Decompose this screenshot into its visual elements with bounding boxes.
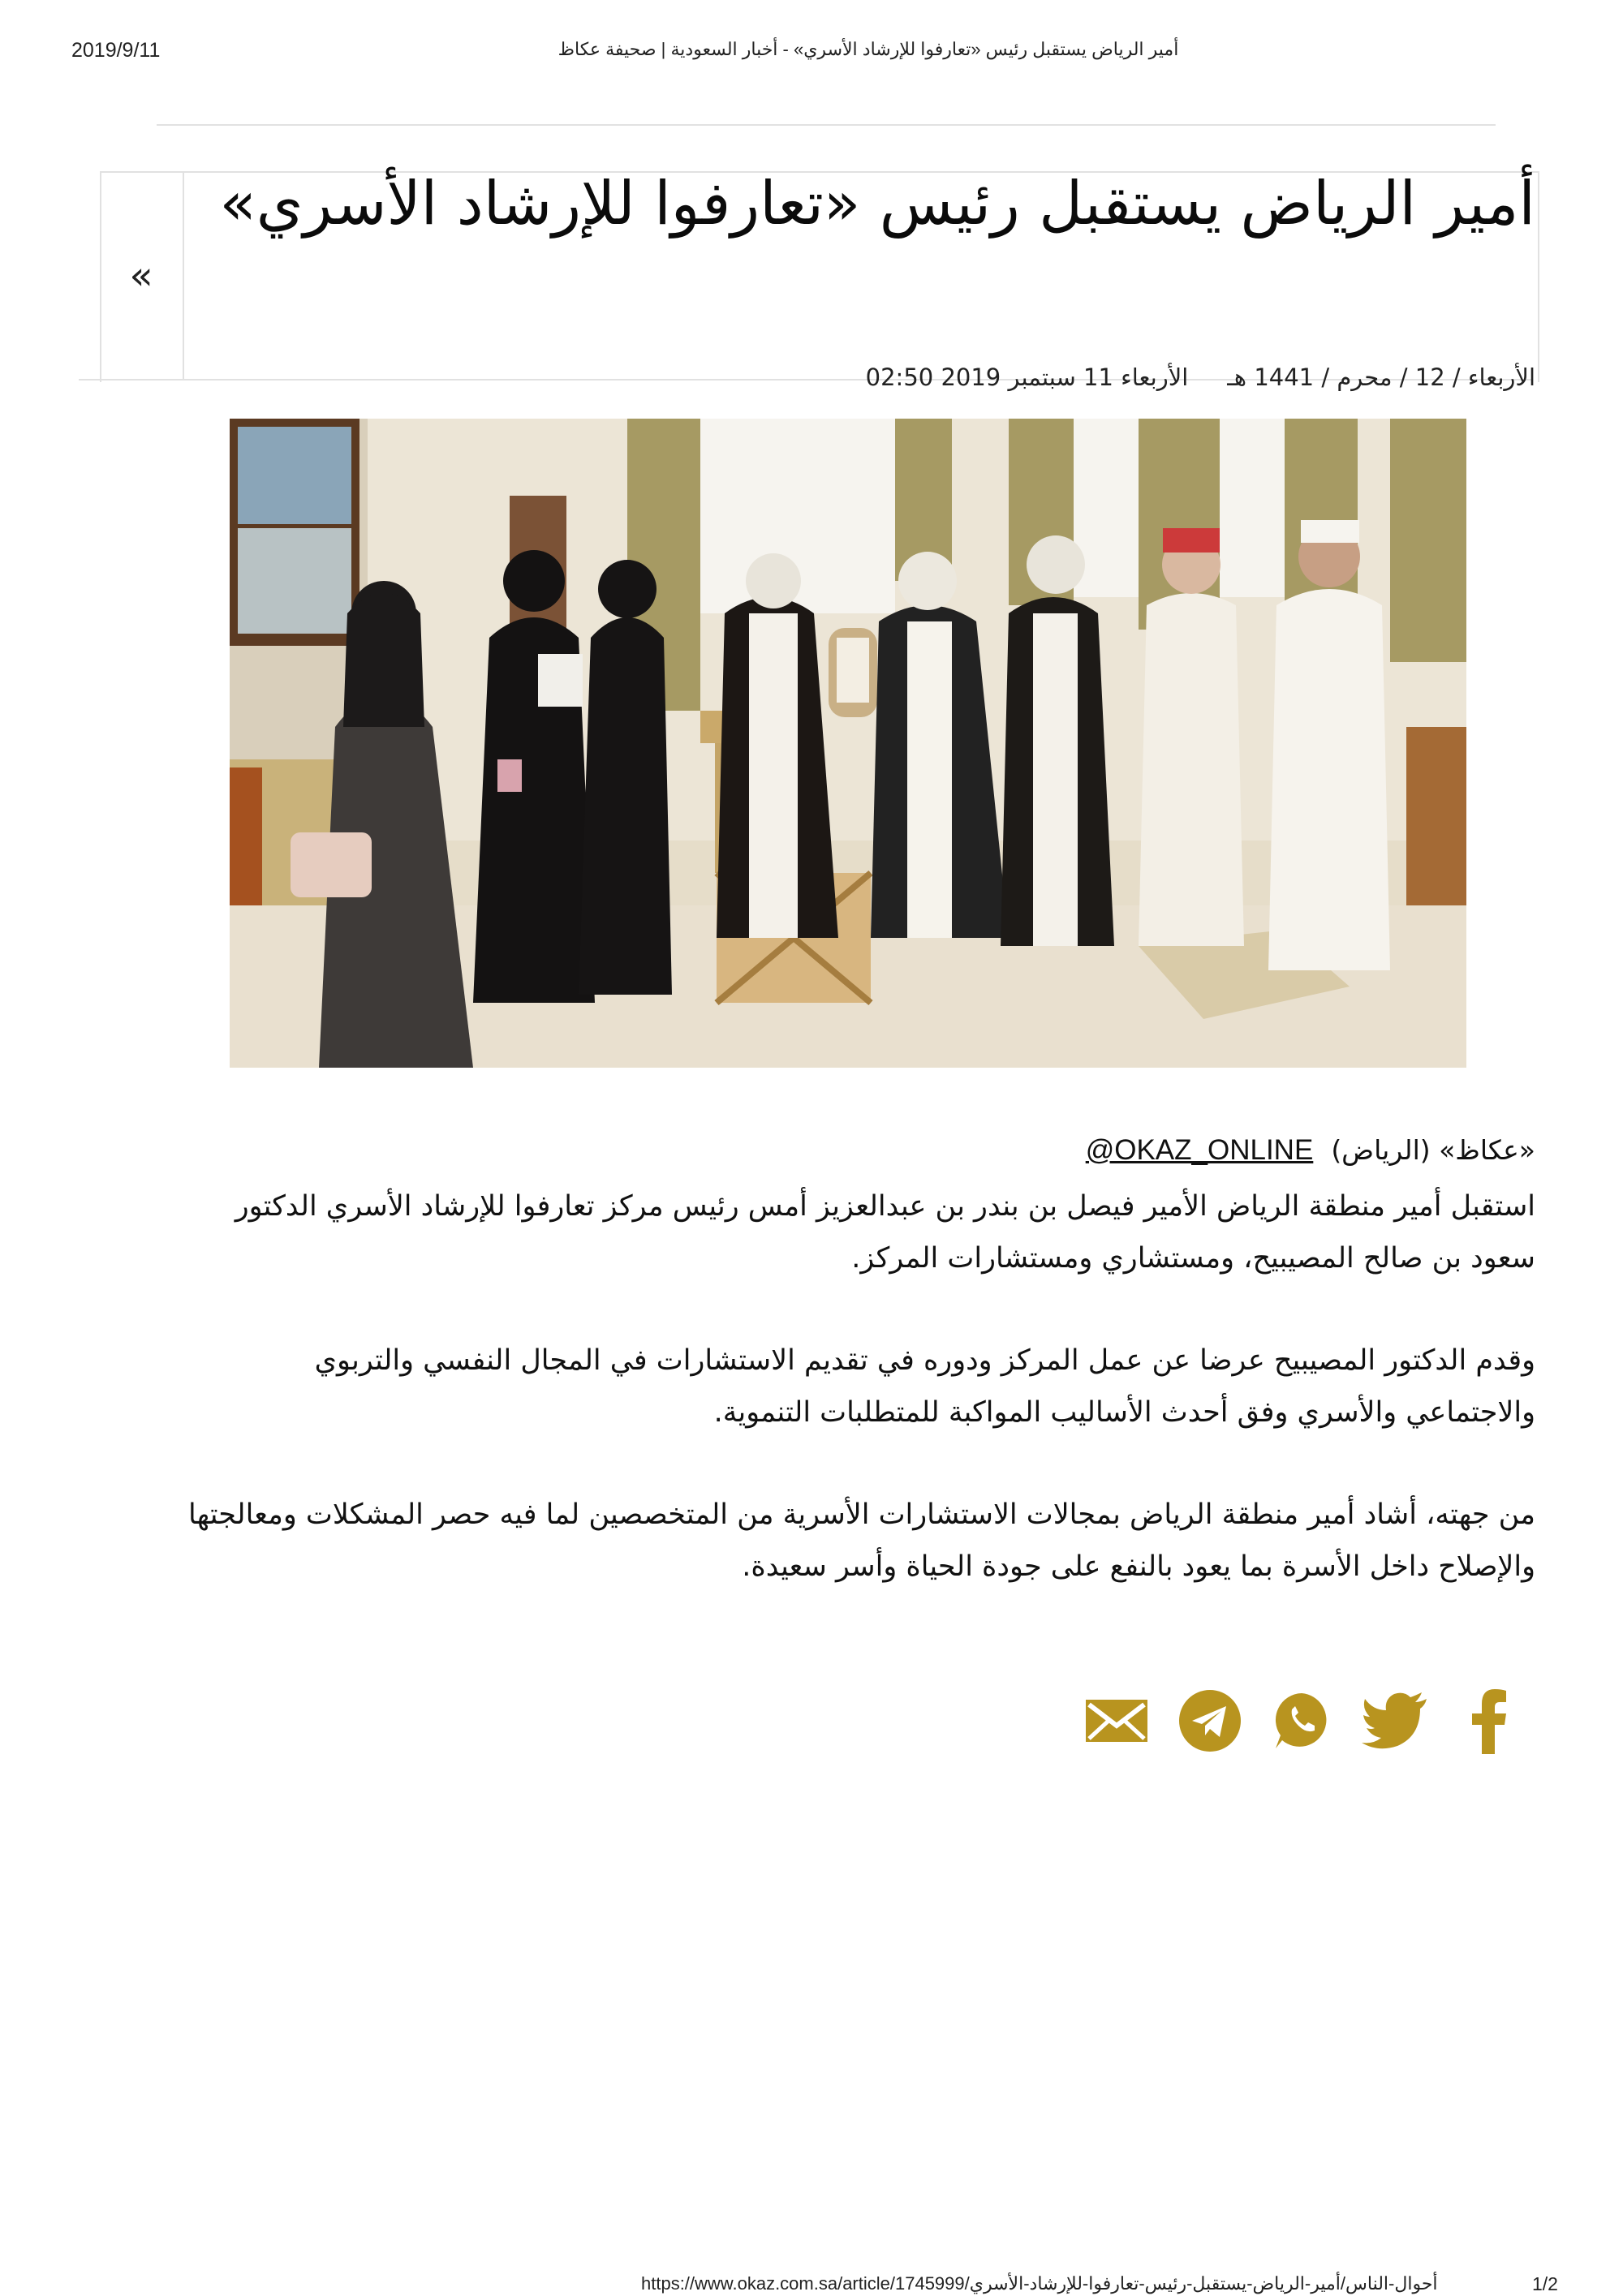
- print-page-number: 1/2: [1532, 2273, 1558, 2294]
- gregorian-date: الأربعاء 11 سبتمبر 2019 02:50: [865, 363, 1189, 391]
- article-paragraph: وقدم الدكتور المصيبيح عرضا عن عمل المركز ودوره في تقديم الاستشارات في المجال النفسي والتربوي والاجتماعي والأسري وفق أحدث الأساليب المواكبة للمتطلبات التنموية.: [314, 1344, 1535, 1429]
- hijri-date: الأربعاء / 12 / محرم / 1441 هـ: [1227, 363, 1535, 391]
- article-photo: [230, 419, 1466, 1068]
- print-page-title: أمير الرياض يستقبل رئيس «تعارفوا للإرشاد الأسري» - أخبار السعودية | صحيفة عكاظ: [558, 39, 1179, 59]
- article-paragraph: استقبل أمير منطقة الرياض الأمير فيصل بن بندر بن عبدالعزيز أمس رئيس مركز تعارفوا للإرشاد الأسري الدكتور سعود بن صالح المصيبيح، ومستشاري ومستشارات المركز.: [235, 1190, 1535, 1275]
- email-icon: [1084, 1696, 1149, 1745]
- print-date: 2019/9/11: [71, 39, 161, 62]
- whatsapp-icon: [1269, 1688, 1334, 1753]
- byline-twitter-handle[interactable]: @OKAZ_ONLINE: [1085, 1134, 1314, 1166]
- share-twitter-button[interactable]: [1362, 1688, 1428, 1754]
- telegram-icon: [1177, 1688, 1242, 1753]
- double-chevron-icon: «: [129, 253, 153, 299]
- twitter-icon: [1362, 1692, 1428, 1749]
- article-headline: أمير الرياض يستقبل رئيس «تعارفوا للإرشاد الأسري»: [219, 169, 1535, 239]
- article-paragraph: من جهته، أشاد أمير منطقة الرياض بمجالات الاستشارات الأسرية من المتخصصين لما فيه حصر المشكلات ومعالجتها والإصلاح داخل الأسرة بما يعود بالنفع على جودة الحياة وأسر سعيدة.: [187, 1498, 1535, 1583]
- article-dateline: [568, 363, 1535, 391]
- share-facebook-button[interactable]: [1456, 1688, 1522, 1754]
- top-divider: [157, 124, 1496, 126]
- share-email-button[interactable]: [1083, 1688, 1150, 1754]
- previous-article-button[interactable]: [100, 171, 184, 381]
- share-whatsapp-button[interactable]: [1268, 1688, 1335, 1754]
- print-url: https://www.okaz.com.sa/article/1745999/أحوال-الناس/أمير-الرياض-يستقبل-رئيس-تعارفوا-للإرشاد-الأسري: [641, 2273, 1438, 2294]
- share-telegram-button[interactable]: [1177, 1688, 1243, 1754]
- facebook-icon: [1469, 1688, 1509, 1754]
- byline-source: «عكاظ» (الرياض): [1331, 1134, 1535, 1166]
- article-byline: [812, 1134, 1535, 1167]
